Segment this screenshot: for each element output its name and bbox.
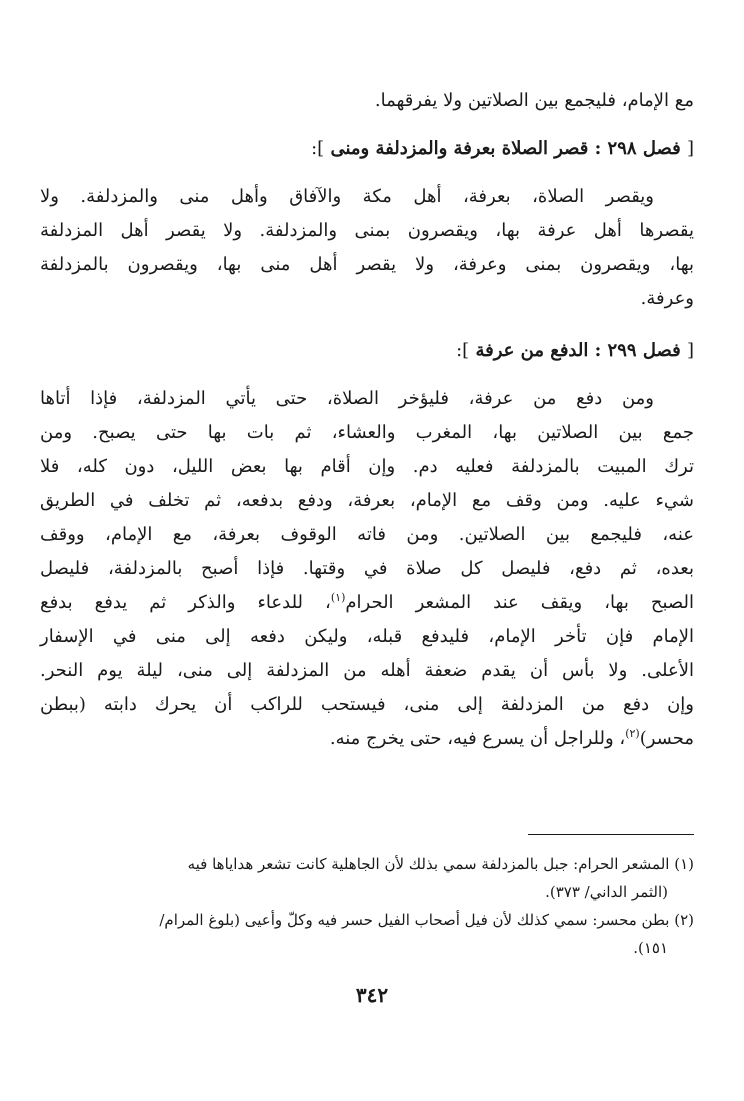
section-299-line [40, 722, 694, 756]
section-299-line: شيء عليه. ومن وقف مع الإمام، بعرفة، ودفع بدفعه، ثم تخلف في الطريق [40, 490, 694, 511]
line-text: ، وللراجل أن يسرع فيه، حتى يخرج منه. [329, 728, 626, 749]
section-298-heading [40, 132, 694, 166]
section-298-line: وعرفة. [640, 288, 694, 309]
footnote-ref-1[interactable]: (١) [330, 591, 346, 604]
section-299-line [40, 586, 694, 620]
intro-line: مع الإمام، فليجمع بين الصلاتين ولا يفرقهما. [374, 90, 694, 111]
close-bracket: ]: [311, 138, 325, 159]
footnote-1-line: (١) المشعر الحرام: جبل بالمزدلفة سمي بذلك لأن الجاهلية كانت تشعر هداياها فيه [187, 855, 694, 873]
close-bracket: ]: [456, 340, 470, 361]
footnote-2-line: (٢) بطن محسر: سمي كذلك لأن فيل أصحاب الفيل حسر فيه وكلّ وأعيى (بلوغ المرام/ [159, 911, 694, 929]
section-298-title: فصل ٢٩٨ : قصر الصلاة بعرفة والمزدلفة ومنى [330, 138, 681, 159]
open-bracket: [ [686, 138, 694, 159]
section-299-line: الأعلى. ولا بأس أن يقدم ضعفة أهله من المزدلفة إلى منى، ليلة يوم النحر. [40, 660, 694, 681]
section-298-line: بها، ويقصرون بمنى وعرفة، ولا يقصر أهل منى بها، ويقصرون بالمزدلفة [40, 254, 694, 275]
section-299-line: بعده، ثم دفع، فليصل كل صلاة في وقتها. فإذا أصبح بالمزدلفة، فليصل [40, 558, 694, 579]
footnote-1-line: (الثمر الداني/ ٣٧٣). [545, 883, 668, 901]
section-299-line: ومن دفع من عرفة، فليؤخر الصلاة، حتى يأتي المزدلفة، فإذا أتاها [40, 388, 654, 409]
section-299-line: الإمام فإن تأخر الإمام، فليدفع قبله، وليكن دفعه إلى منى في الإسفار [40, 626, 694, 647]
line-text: الصبح بها، ويقف عند المشعر الحرام [345, 592, 694, 613]
section-299-line: جمع بين الصلاتين بها، المغرب والعشاء، ثم بات بها حتى يصبح. ومن [40, 422, 694, 443]
footnotes [40, 850, 694, 962]
page-body [40, 84, 694, 756]
footnote-ref-2[interactable]: (٢) [625, 727, 640, 740]
page-number: ٣٤٢ [355, 983, 389, 1007]
section-299-heading [40, 334, 694, 368]
footnote-2-line: ١٥١). [633, 939, 668, 957]
section-299-line: عنه، فليجمع بين الصلاتين. ومن فاته الوقوف بعرفة، مع الإمام، ووقف [40, 524, 694, 545]
section-299-line: ترك المبيت بالمزدلفة فعليه دم. وإن أقام بها بعض الليل، دون كله، فلا [40, 456, 694, 477]
section-299-title: فصل ٢٩٩ : الدفع من عرفة [475, 340, 681, 361]
section-298-line: ويقصر الصلاة، بعرفة، أهل مكة والآفاق وأهل منى والمزدلفة. ولا [40, 186, 654, 207]
open-bracket: [ [686, 340, 694, 361]
footnote-separator [528, 834, 694, 835]
line-text: محسر) [639, 728, 694, 749]
section-298-line: يقصرها أهل عرفة بها، ويقصرون بمنى والمزدلفة. ولا يقصر أهل المزدلفة [40, 220, 694, 241]
line-text: ، للدعاء والذكر ثم يدفع بدفع [40, 592, 331, 613]
section-299-line: وإن دفع من المزدلفة إلى منى، فيستحب للراكب أن يحرك دابته (ببطن [40, 694, 694, 715]
